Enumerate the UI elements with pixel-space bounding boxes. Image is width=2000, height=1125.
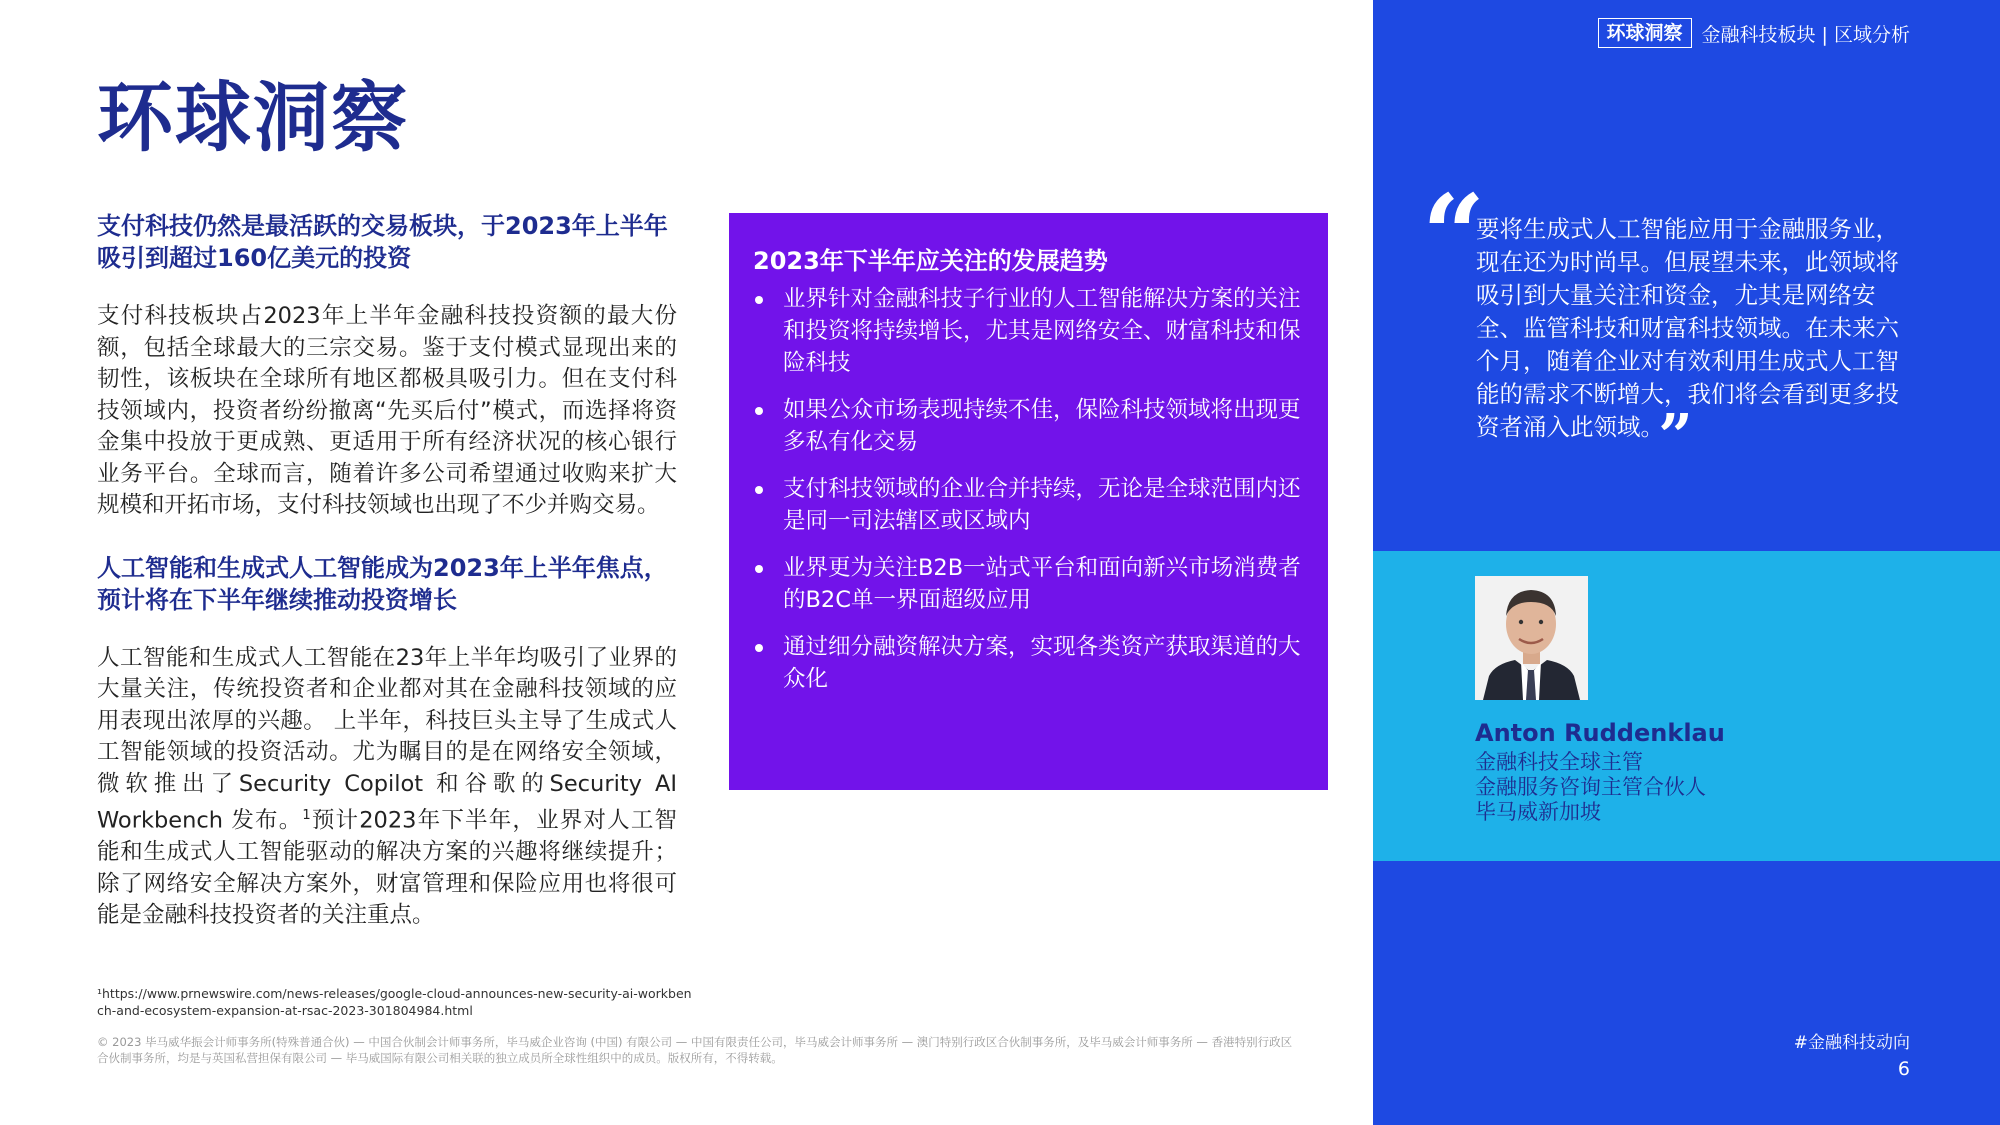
close-quote-icon: ”	[1658, 402, 1693, 472]
bullet-icon	[755, 644, 763, 652]
open-quote-icon: “	[1422, 170, 1486, 299]
trends-list	[753, 283, 1302, 695]
quote-text: 要将生成式人工智能应用于金融服务业，现在还为时尚早。但展望未来，此领域将吸引到大量关注和资金，尤其是网络安全、监管科技和财富科技领域。在未来六个月，随着企业对有效利用生成式人工智能的需求不断增大，我们将会看到更多投资者涌入此领域。	[1476, 215, 1899, 441]
section-body-ai-part2: 预计2023年下半年，业界对人工智能和生成式人工智能驱动的解决方案的兴趣将继续提升；除了网络安全解决方案外，财富管理和保险应用也将很可能是金融科技投资者的关注重点。	[97, 807, 677, 928]
page-number: 6	[1897, 1058, 1910, 1080]
quote-panel	[1373, 0, 2000, 1125]
trend-item	[753, 631, 1302, 695]
footnote-reference[interactable]: 1	[302, 808, 311, 823]
section-body-ai	[97, 643, 677, 932]
trend-item	[753, 473, 1302, 537]
bullet-icon	[755, 407, 763, 415]
trend-item-text: 通过细分融资解决方案，实现各类资产获取渠道的大众化	[783, 634, 1301, 692]
trend-item-text: 支付科技领域的企业合并持续，无论是全球范围内还是同一司法辖区或区域内	[783, 476, 1301, 534]
profile-role: 毕马威新加坡	[1475, 800, 1601, 824]
copyright-notice: © 2023 毕马威华振会计师事务所(特殊普通合伙) — 中国合伙制会计师事务所，毕马威企业咨询 (中国) 有限公司 — 中国有限责任公司，毕马威会计师事务所 — 澳门特别行政区合伙制事务所，及毕马威会计师事务所 — 香港特别行政区合伙制事务所，均是与英国私营担保有限公司 — 毕马威国际有限公司相关联的独立成员所全球性组织中的成员。版权所有，不得转载。	[97, 1035, 1293, 1065]
bullet-icon	[755, 486, 763, 494]
trend-item-text: 业界针对金融科技子行业的人工智能解决方案的关注和投资将持续增长，尤其是网络安全、财富科技和保险科技	[783, 286, 1301, 376]
portrait-image	[1475, 576, 1588, 700]
trend-item	[753, 283, 1302, 379]
trends-title: 2023年下半年应关注的发展趋势	[753, 247, 1108, 275]
trends-box	[729, 213, 1328, 790]
bullet-icon	[755, 296, 763, 304]
trend-item	[753, 552, 1302, 616]
trend-item	[753, 394, 1302, 458]
section-body-payments: 支付科技板块占2023年上半年金融科技投资额的最大份额，包括全球最大的三宗交易。鉴于支付模式显现出来的韧性，该板块在全球所有地区都极具吸引力。但在支付科技领域内，投资者纷纷撤离“先买后付”模式，而选择将资金集中投放于更成熟、更适用于所有经济状况的核心银行业务平台。全球而言，随着许多公司希望通过收购来扩大规模和开拓市场，支付科技领域也出现了不少并购交易。	[97, 303, 677, 518]
hashtag[interactable]: #金融科技动向	[1793, 1033, 1910, 1053]
quote-block	[1476, 213, 1906, 472]
section-heading-ai: 人工智能和生成式人工智能成为2023年上半年焦点，预计将在下半年继续推动投资增长	[97, 553, 668, 614]
profile-role: 金融服务咨询主管合伙人	[1475, 775, 1706, 799]
page-title: 环球洞察	[97, 73, 409, 162]
section-heading-payments: 支付科技仍然是最活跃的交易板块，于2023年上半年吸引到超过160亿美元的投资	[97, 212, 668, 272]
bullet-icon	[755, 565, 763, 573]
avatar	[1475, 576, 1588, 700]
profile-role: 金融科技全球主管	[1475, 750, 1643, 774]
left-column	[97, 210, 677, 932]
header-tag-label[interactable]: 环球洞察	[1598, 18, 1692, 48]
footnote[interactable]: ¹https://www.prnewswire.com/news-releases/google-cloud-announces-new-security-ai-workbench-and-ecosystem-expansion-at-rsac-2023-301804984.html	[97, 986, 692, 1018]
header-tag-text[interactable]: 金融科技板块 | 区域分析	[1701, 23, 1910, 46]
trend-item-text: 业界更为关注B2B一站式平台和面向新兴市场消费者的B2C单一界面超级应用	[783, 555, 1301, 613]
section-body-ai-part1: 人工智能和生成式人工智能在23年上半年均吸引了业界的大量关注，传统投资者和企业都对其在金融科技领域的应用表现出浓厚的兴趣。 上半年，科技巨头主导了生成式人工智能领域的投资活动。尤为瞩目的是在网络安全领域，微软推出了Security Copilot 和谷歌的Security AI Workbench 发布。	[97, 644, 677, 834]
profile-name: Anton Ruddenklau	[1475, 719, 1725, 747]
profile-card	[1373, 551, 2000, 861]
trend-item-text: 如果公众市场表现持续不佳，保险科技领域将出现更多私有化交易	[783, 397, 1301, 455]
header-tag	[1598, 18, 1911, 48]
